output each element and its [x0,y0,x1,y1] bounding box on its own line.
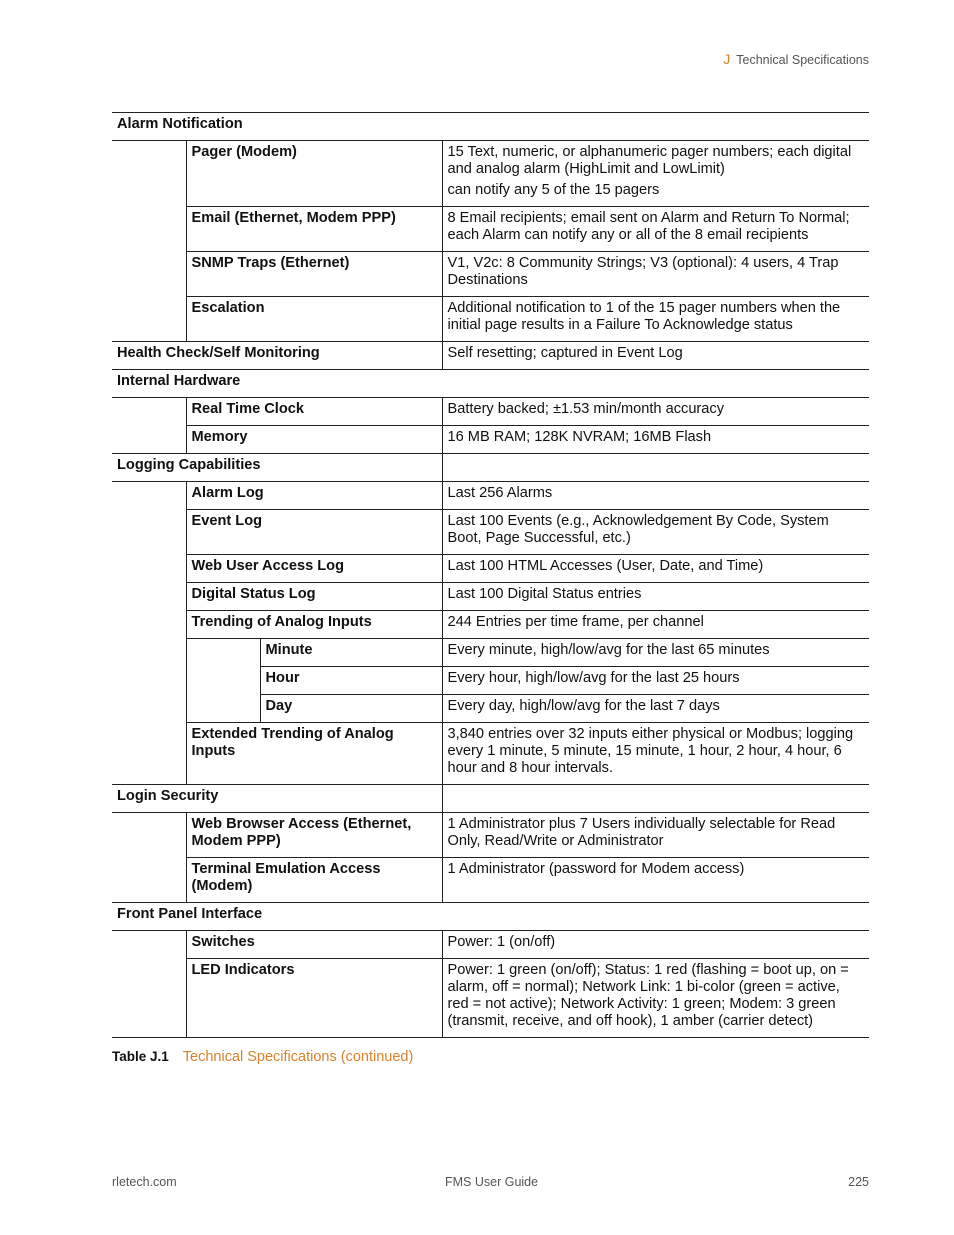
table-row [112,454,869,482]
table-title: Technical Specifications (continued) [182,1049,414,1065]
row-label: Event Log [186,510,442,555]
row-label: Web User Access Log [186,555,442,583]
row-value: Additional notification to 1 of the 15 pager numbers when the initial page results in a Failure To Acknowledge status [442,297,869,342]
table-row [112,113,869,141]
row-label: Trending of Analog Inputs [186,611,442,639]
table-row [112,370,869,398]
table-row [112,723,869,785]
table-row [112,695,869,723]
table-row [112,555,869,583]
section-heading: Alarm Notification [112,113,869,141]
row-value: Last 256 Alarms [442,482,869,510]
table-row [112,426,869,454]
row-value: Every day, high/low/avg for the last 7 days [442,695,869,723]
section-heading: Front Panel Interface [112,903,869,931]
running-header [723,51,869,67]
table-row [112,858,869,903]
row-value: Last 100 HTML Accesses (User, Date, and Time) [442,555,869,583]
footer-site: rletech.com [112,1175,177,1189]
row-label: Memory [186,426,442,454]
table-row [112,583,869,611]
table-row [112,813,869,858]
row-value: 8 Email recipients; email sent on Alarm and Return To Normal; each Alarm can notify any or all of the 8 email recipients [442,207,869,252]
row-label: Escalation [186,297,442,342]
specifications-table [112,112,869,1038]
table-row [112,959,869,1038]
chapter-letter: J [723,51,731,67]
section-heading: Logging Capabilities [112,454,442,482]
page-number: 225 [848,1175,869,1189]
table-row [112,252,869,297]
row-value: Last 100 Events (e.g., Acknowledgement By Code, System Boot, Page Successful, etc.) [442,510,869,555]
footer-guide: FMS User Guide [445,1175,539,1189]
table-row [112,398,869,426]
table-number: Table J.1 [112,1049,169,1064]
table-row [112,931,869,959]
table-row [112,297,869,342]
row-value: 16 MB RAM; 128K NVRAM; 16MB Flash [442,426,869,454]
row-label: Hour [260,667,442,695]
table-row [112,611,869,639]
table-row [112,510,869,555]
section-heading: Health Check/Self Monitoring [112,342,442,370]
row-label: Day [260,695,442,723]
row-label: Web Browser Access (Ethernet, Modem PPP) [186,813,442,858]
row-label: LED Indicators [186,959,442,1038]
row-label: Extended Trending of Analog Inputs [186,723,442,785]
row-label: Pager (Modem) [186,141,442,207]
row-value: 3,840 entries over 32 inputs either physical or Modbus; logging every 1 minute, 5 minute, 15 minute, 1 hour, 2 hour, 4 hour, 6 hour and 8 hour intervals. [442,723,869,785]
row-value: Every hour, high/low/avg for the last 25 hours [442,667,869,695]
table-row [112,482,869,510]
row-label: Switches [186,931,442,959]
row-label: Real Time Clock [186,398,442,426]
row-label: Terminal Emulation Access (Modem) [186,858,442,903]
row-value: Every minute, high/low/avg for the last 65 minutes [442,639,869,667]
row-value: 15 Text, numeric, or alphanumeric pager numbers; each digital and analog alarm (HighLimit and LowLimit) can notify any 5 of the 15 pagers [442,141,869,207]
row-value: Power: 1 (on/off) [442,931,869,959]
table-row [112,903,869,931]
row-value: Battery backed; ±1.53 min/month accuracy [442,398,869,426]
row-value: 1 Administrator plus 7 Users individually selectable for Read Only, Read/Write or Administrator [442,813,869,858]
section-title: Technical Specifications [736,53,869,67]
row-label: Digital Status Log [186,583,442,611]
row-value: 1 Administrator (password for Modem access) [442,858,869,903]
row-value: Power: 1 green (on/off); Status: 1 red (flashing = boot up, on = alarm, off = normal); Network Link: 1 bi-color (green = active, red = not active); Network Activity: 1 green; Modem: 3 green (transmit, receive, and off hook), 1 amber (carrier detect) [442,959,869,1038]
row-value: V1, V2c: 8 Community Strings; V3 (optional): 4 users, 4 Trap Destinations [442,252,869,297]
table-row [112,342,869,370]
row-label: Alarm Log [186,482,442,510]
row-label: Minute [260,639,442,667]
row-label: SNMP Traps (Ethernet) [186,252,442,297]
row-value: Self resetting; captured in Event Log [442,342,869,370]
row-label: Email (Ethernet, Modem PPP) [186,207,442,252]
section-heading: Login Security [112,785,442,813]
row-value: 244 Entries per time frame, per channel [442,611,869,639]
table-row [112,141,869,207]
table-row [112,785,869,813]
table-row [112,667,869,695]
table-row [112,639,869,667]
row-value: Last 100 Digital Status entries [442,583,869,611]
section-heading: Internal Hardware [112,370,869,398]
table-caption [112,1049,413,1065]
table-row [112,207,869,252]
